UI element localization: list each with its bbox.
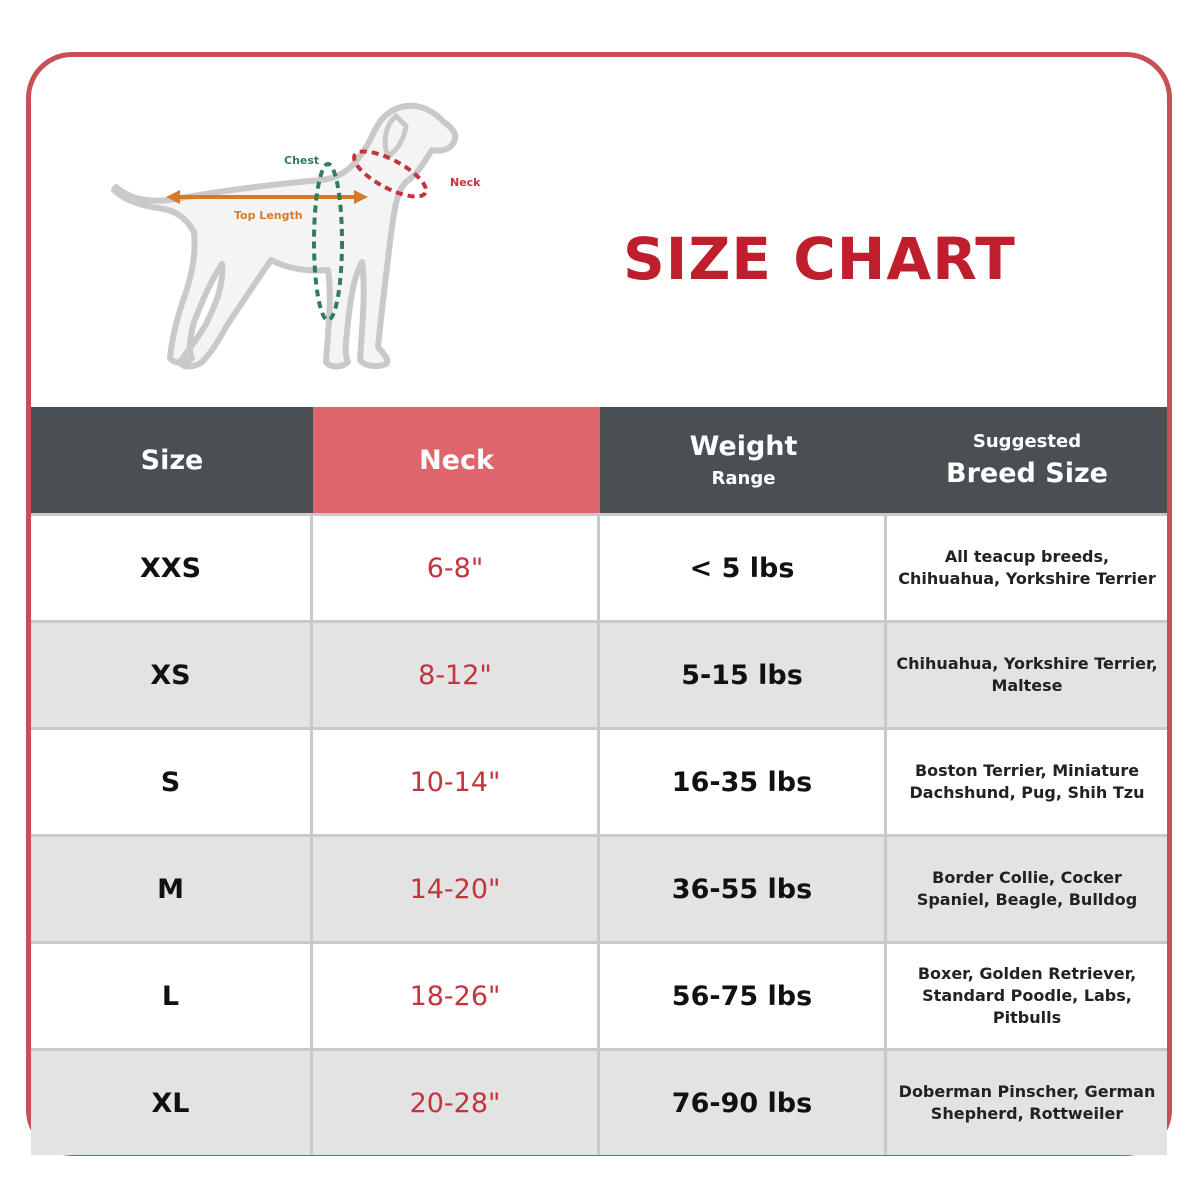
table-row bbox=[31, 834, 1167, 941]
weight-cell: 5-15 lbs bbox=[600, 623, 887, 727]
page-title: SIZE CHART bbox=[623, 225, 1016, 293]
header-breed-label: Breed Size bbox=[946, 458, 1108, 489]
neck-cell: 20-28" bbox=[313, 1051, 600, 1155]
dog-outline-icon bbox=[114, 106, 455, 367]
top-length-label: Top Length bbox=[234, 209, 303, 222]
weight-cell: 56-75 lbs bbox=[600, 944, 887, 1048]
size-cell: M bbox=[31, 837, 313, 941]
neck-cell: 8-12" bbox=[313, 623, 600, 727]
size-cell: XXS bbox=[31, 516, 313, 620]
size-cell: XS bbox=[31, 623, 313, 727]
neck-cell: 14-20" bbox=[313, 837, 600, 941]
header-breed-sublabel: Suggested bbox=[972, 431, 1082, 452]
header-weight-sublabel: Range bbox=[711, 468, 776, 489]
breed-cell: Chihuahua, Yorkshire Terrier, Maltese bbox=[896, 654, 1158, 695]
weight-cell: 16-35 lbs bbox=[600, 730, 887, 834]
header-neck bbox=[313, 407, 600, 513]
size-cell: L bbox=[31, 944, 313, 1048]
breed-cell: Boxer, Golden Retriever, Standard Poodle, Labs, Pitbulls bbox=[917, 964, 1137, 1027]
table-row bbox=[31, 513, 1167, 620]
weight-cell: 36-55 lbs bbox=[600, 837, 887, 941]
weight-cell: 76-90 lbs bbox=[600, 1051, 887, 1155]
neck-cell: 10-14" bbox=[313, 730, 600, 834]
breed-cell: All teacup breeds, Chihuahua, Yorkshire Terrier bbox=[898, 547, 1156, 588]
breed-cell: Border Collie, Cocker Spaniel, Beagle, Bulldog bbox=[916, 868, 1138, 909]
header-area bbox=[31, 57, 1167, 407]
neck-cell: 18-26" bbox=[313, 944, 600, 1048]
neck-cell: 6-8" bbox=[313, 516, 600, 620]
header-breed bbox=[887, 407, 1167, 513]
size-chart-card bbox=[26, 52, 1172, 1156]
size-table bbox=[31, 407, 1167, 1161]
breed-cell: Doberman Pinscher, German Shepherd, Rottweiler bbox=[898, 1082, 1156, 1123]
weight-cell: < 5 lbs bbox=[600, 516, 887, 620]
chest-label: Chest bbox=[284, 154, 320, 167]
size-cell: S bbox=[31, 730, 313, 834]
table-row bbox=[31, 727, 1167, 834]
table-row bbox=[31, 1048, 1167, 1155]
table-row bbox=[31, 941, 1167, 1048]
header-weight bbox=[600, 407, 887, 513]
table-row bbox=[31, 620, 1167, 727]
header-neck-label: Neck bbox=[419, 444, 494, 476]
header-size-label: Size bbox=[140, 444, 204, 476]
dog-measurement-diagram bbox=[106, 92, 481, 382]
header-weight-label: Weight bbox=[689, 431, 798, 462]
table-header-row bbox=[31, 407, 1167, 513]
neck-label: Neck bbox=[450, 176, 481, 189]
breed-cell: Boston Terrier, Miniature Dachshund, Pug, Shih Tzu bbox=[909, 761, 1145, 802]
header-size bbox=[31, 407, 313, 513]
size-cell: XL bbox=[31, 1051, 313, 1155]
